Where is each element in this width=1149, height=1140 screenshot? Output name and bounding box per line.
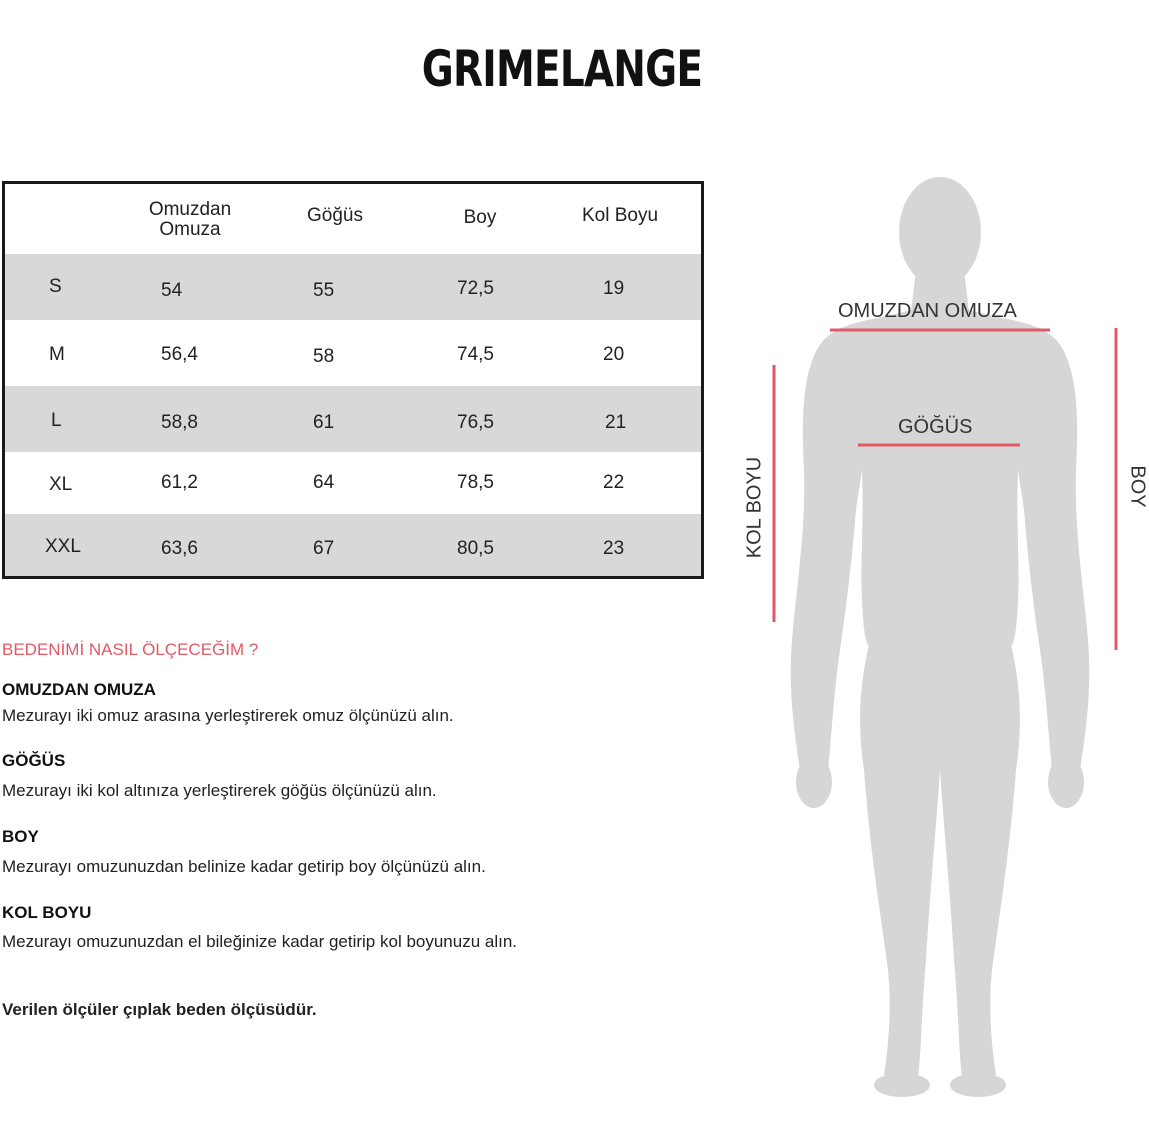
- chest-cell: 55: [313, 280, 335, 301]
- label-chest: GÖĞÜS: [898, 416, 973, 438]
- size-cell: M: [49, 344, 65, 365]
- brand-logo: GRIMELANGE: [421, 40, 703, 98]
- header-length: Boy: [463, 207, 497, 228]
- measurement-note: Verilen ölçüler çıplak beden ölçüsüdür.: [2, 1000, 317, 1019]
- shoulder-cell: 63,6: [161, 538, 198, 559]
- sleeve-cell: 19: [603, 278, 625, 299]
- table-header: [5, 184, 701, 256]
- table-row: [5, 254, 701, 320]
- shoulder-cell: 54: [161, 280, 183, 301]
- header-shoulder: [125, 200, 255, 240]
- size-cell: XL: [49, 474, 73, 495]
- sleeve-cell: 23: [603, 538, 625, 559]
- label-shoulder: OMUZDAN OMUZA: [838, 300, 1017, 322]
- size-cell: XXL: [45, 536, 81, 557]
- guide-heading-sleeve: KOL BOYU: [2, 903, 92, 922]
- size-cell: S: [49, 276, 62, 297]
- guide-text-length: Mezurayı omuzunuzdan belinize kadar getirip boy ölçünüzü alın.: [2, 857, 486, 876]
- chest-cell: 61: [313, 412, 335, 433]
- body-figure: [730, 170, 1149, 1110]
- shoulder-cell: 58,8: [161, 412, 198, 433]
- header-sleeve: Kol Boyu: [581, 205, 659, 226]
- guide-title: BEDENİMİ NASIL ÖLÇECEĞİM ?: [2, 640, 259, 659]
- chest-cell: 67: [313, 538, 335, 559]
- guide-heading-shoulder: OMUZDAN OMUZA: [2, 680, 156, 699]
- header-shoulder-line1: Omuzdan: [148, 199, 232, 220]
- size-table: [2, 181, 704, 579]
- sleeve-cell: 21: [605, 412, 627, 433]
- guide-text-chest: Mezurayı iki kol altınıza yerleştirerek göğüs ölçünüzü alın.: [2, 781, 437, 800]
- sleeve-cell: 20: [603, 344, 625, 365]
- size-cell: L: [51, 410, 62, 431]
- shoulder-cell: 61,2: [161, 472, 198, 493]
- sleeve-cell: 22: [603, 472, 625, 493]
- table-row: [5, 320, 701, 386]
- label-length: BOY: [1126, 465, 1149, 508]
- chest-cell: 58: [313, 346, 335, 367]
- header-shoulder-line2: Omuza: [159, 219, 221, 240]
- guide-heading-chest: GÖĞÜS: [2, 751, 66, 770]
- table-row: [5, 514, 701, 576]
- length-cell: 80,5: [457, 538, 494, 559]
- length-cell: 76,5: [457, 412, 494, 433]
- guide-heading-length: BOY: [2, 827, 39, 846]
- label-sleeve: KOL BOYU: [743, 456, 766, 559]
- shoulder-cell: 56,4: [161, 344, 198, 365]
- length-cell: 72,5: [457, 278, 494, 299]
- guide-text-shoulder: Mezurayı iki omuz arasına yerleştirerek omuz ölçünüzü alın.: [2, 706, 454, 725]
- header-chest: Göğüs: [307, 205, 363, 226]
- length-cell: 78,5: [457, 472, 494, 493]
- guide-text-sleeve: Mezurayı omuzunuzdan el bileğinize kadar getirip kol boyunuzu alın.: [2, 932, 518, 951]
- table-row: [5, 452, 701, 514]
- length-cell: 74,5: [457, 344, 494, 365]
- table-row: [5, 386, 701, 452]
- chest-cell: 64: [313, 472, 335, 493]
